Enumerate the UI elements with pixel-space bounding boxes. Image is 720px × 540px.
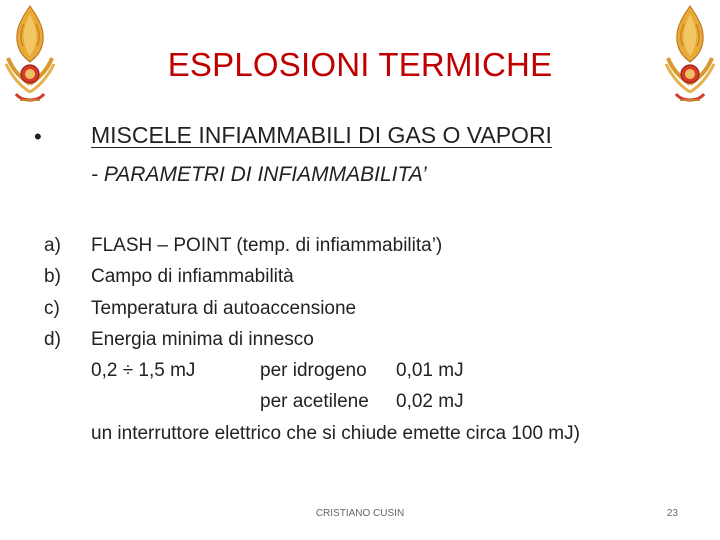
slide-title: ESPLOSIONI TERMICHE xyxy=(167,46,553,83)
section-heading: MISCELE INFIAMMABILI DI GAS O VAPORI xyxy=(91,122,552,148)
section-subheading: - PARAMETRI DI INFIAMMABILITA’ xyxy=(91,163,427,186)
list-marker: a) xyxy=(44,235,61,256)
list-marker: b) xyxy=(44,266,61,288)
list-item-text: Temperatura di autoaccensione xyxy=(91,297,357,319)
bullet-icon: • xyxy=(34,124,42,149)
list-item-text: Energia minima di innesco xyxy=(91,328,314,350)
footer-author: CRISTIANO CUSIN xyxy=(315,508,405,519)
hydrogen-value: 0,01 mJ xyxy=(396,360,464,382)
list-marker: c) xyxy=(44,297,60,319)
list-item-text: Campo di infiammabilità xyxy=(91,266,294,288)
list-marker: d) xyxy=(44,328,61,350)
acetylene-value: 0,02 mJ xyxy=(396,391,464,413)
energy-range: 0,2 ÷ 1,5 mJ xyxy=(91,360,196,382)
list-item-text: FLASH – POINT (temp. di infiammabilita’) xyxy=(91,235,443,256)
page-number: 23 xyxy=(666,508,678,519)
acetylene-label: per acetilene xyxy=(260,391,369,413)
hydrogen-label: per idrogeno xyxy=(260,360,367,382)
switch-note: un interruttore elettrico che si chiude emette circa 100 mJ) xyxy=(91,422,580,444)
